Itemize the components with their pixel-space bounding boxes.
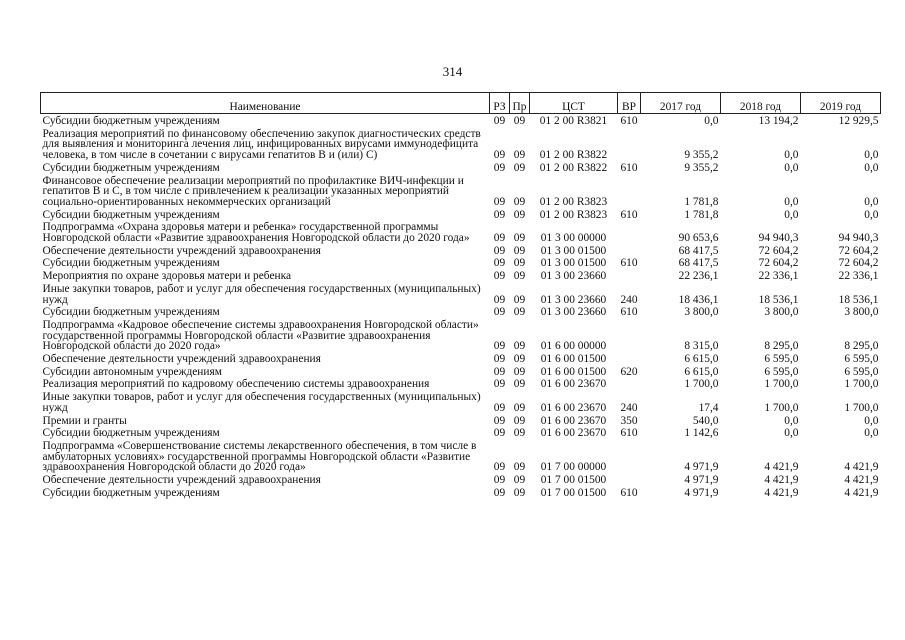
row-name: Подпрограмма «Охрана здоровья матери и ребенка» государственной программы Новгородской области «Развитие здравоохранения Новгородской области до 2020 года» — [42, 221, 470, 245]
row-value-2018: 13 194,2 — [758, 115, 799, 127]
table-row — [41, 390, 881, 413]
row-value-2019: 3 800,0 — [844, 306, 879, 319]
row-cst: 01 7 00 00000 — [540, 461, 607, 474]
row-pr: 09 — [513, 195, 526, 208]
row-name: Обеспечение деятельности учреждений здравоохранения — [42, 474, 321, 487]
row-value-2019: 1 700,0 — [844, 401, 879, 414]
row-value-2018: 4 421,9 — [764, 474, 799, 487]
row-vr: 610 — [620, 115, 638, 127]
row-value-2019: 94 940,3 — [838, 232, 879, 245]
row-value-2019: 0,0 — [864, 427, 879, 440]
row-name: Иные закупки товаров, работ и услуг для обеспечения государственных (муниципальных) нужд — [42, 282, 481, 306]
row-value-2017: 540,0 — [692, 414, 719, 427]
row-rz: 09 — [493, 401, 506, 414]
row-value-2018: 0,0 — [784, 161, 799, 174]
row-rz: 09 — [493, 149, 506, 162]
row-cst: 01 2 00 R3821 — [539, 115, 608, 127]
row-value-2017: 4 971,9 — [684, 461, 719, 474]
budget-table — [40, 92, 881, 499]
header-pr: Пр — [510, 93, 530, 114]
row-vr: 610 — [620, 161, 638, 174]
row-pr: 09 — [513, 353, 526, 366]
row-value-2019: 72 604,2 — [838, 244, 879, 257]
row-value-2018: 6 595,0 — [764, 353, 799, 366]
row-pr: 09 — [513, 232, 526, 245]
row-name: Подпрограмма «Совершенствование системы лекарственного обеспечения, в том числе в амбулаторных условиях» государственной программы Новгородской области «Развитие здравоохранения Новгородской области до 2020 года» — [42, 439, 477, 474]
table-row — [41, 244, 881, 257]
table-row — [41, 114, 881, 127]
row-vr — [618, 377, 641, 390]
row-name: Субсидии бюджетным учреждениям — [42, 306, 220, 319]
row-value-2019: 6 595,0 — [844, 353, 879, 366]
row-value-2019: 0,0 — [864, 414, 879, 427]
header-rz: РЗ — [490, 93, 510, 114]
table-row — [41, 426, 881, 439]
row-value-2019: 4 421,9 — [844, 486, 879, 499]
row-name: Субсидии бюджетным учреждениям — [42, 208, 220, 221]
row-pr: 09 — [513, 427, 526, 440]
row-vr: 610 — [620, 257, 638, 270]
row-value-2017: 4 971,9 — [684, 474, 719, 487]
row-name: Иные закупки товаров, работ и услуг для обеспечения государственных (муниципальных) нужд — [42, 391, 481, 414]
table-row — [41, 127, 881, 161]
row-vr: 610 — [620, 427, 638, 440]
table-row — [41, 439, 881, 473]
row-pr: 09 — [513, 414, 526, 427]
row-value-2017: 68 417,5 — [678, 244, 719, 257]
row-vr: 610 — [620, 486, 638, 499]
table-row — [41, 161, 881, 174]
row-pr: 09 — [513, 161, 526, 174]
row-name: Реализация мероприятий по кадровому обеспечению системы здравоохранения — [42, 378, 430, 391]
row-pr: 09 — [513, 486, 526, 499]
row-value-2017: 17,4 — [698, 401, 719, 414]
row-rz: 09 — [493, 340, 506, 353]
row-value-2017: 8 315,0 — [684, 340, 719, 353]
row-cst: 01 3 00 01500 — [540, 244, 607, 257]
table-row — [41, 220, 881, 243]
row-rz: 09 — [493, 306, 506, 319]
row-value-2019: 72 604,2 — [838, 257, 879, 270]
row-value-2018: 72 604,2 — [758, 257, 799, 270]
row-rz: 09 — [493, 427, 506, 440]
row-rz: 09 — [493, 353, 506, 366]
row-rz: 09 — [493, 365, 506, 378]
row-vr — [618, 127, 641, 161]
row-vr: 350 — [620, 414, 638, 427]
row-value-2018: 0,0 — [784, 427, 799, 440]
row-pr: 09 — [513, 461, 526, 474]
row-value-2018: 0,0 — [784, 195, 799, 208]
header-name: Наименование — [41, 93, 490, 114]
row-value-2018: 1 700,0 — [764, 401, 799, 414]
row-pr: 09 — [513, 244, 526, 257]
row-rz: 09 — [493, 378, 506, 391]
row-cst: 01 2 00 R3823 — [539, 195, 608, 208]
row-value-2018: 0,0 — [784, 208, 799, 221]
row-value-2018: 8 295,0 — [764, 340, 799, 353]
row-name: Премии и гранты — [42, 414, 127, 427]
row-rz: 09 — [493, 257, 506, 270]
row-pr: 09 — [513, 293, 526, 306]
row-cst: 01 3 00 23660 — [540, 293, 607, 306]
row-cst: 01 6 00 01500 — [540, 353, 607, 366]
row-name: Финансовое обеспечение реализации мероприятий по профилактике ВИЧ-инфекции и гепатитов В и С, в том числе с привлечением к реализации указанных мероприятий социально-ориентированных некоммерческих организаций — [42, 174, 464, 208]
row-name: Субсидии бюджетным учреждениям — [42, 161, 220, 174]
row-value-2017: 18 436,1 — [678, 293, 719, 306]
row-vr: 240 — [620, 293, 638, 306]
row-cst: 01 6 00 23670 — [540, 414, 607, 427]
row-rz: 09 — [493, 232, 506, 245]
row-name: Реализация мероприятий по финансовому обеспечению закупок диагностических средств для выявления и мониторинга лечения лиц, инфицированных вирусами иммунодефицита человека, в том числе в сочетании с вирусами гепатитов В и (или) С) — [42, 127, 481, 162]
row-cst: 01 6 00 00000 — [540, 340, 607, 353]
row-rz: 09 — [493, 161, 506, 174]
row-rz: 09 — [493, 474, 506, 487]
row-rz: 09 — [493, 414, 506, 427]
header-2019: 2019 год — [801, 93, 881, 114]
row-vr — [618, 220, 641, 243]
row-pr: 09 — [513, 474, 526, 487]
row-pr: 09 — [513, 378, 526, 391]
table-row — [41, 305, 881, 318]
row-cst: 01 3 00 00000 — [540, 232, 607, 245]
row-name: Обеспечение деятельности учреждений здравоохранения — [42, 353, 321, 366]
row-value-2019: 4 421,9 — [844, 474, 879, 487]
row-pr: 09 — [513, 401, 526, 414]
row-value-2018: 94 940,3 — [758, 232, 799, 245]
row-cst: 01 2 00 R3822 — [539, 161, 608, 174]
row-vr — [618, 318, 641, 352]
row-value-2018: 4 421,9 — [764, 486, 799, 499]
row-name: Субсидии бюджетным учреждениям — [42, 257, 220, 270]
row-value-2017: 1 700,0 — [684, 378, 719, 391]
row-name: Субсидии автономным учреждениям — [42, 365, 222, 378]
page-number: 314 — [442, 64, 463, 79]
table-body — [41, 114, 881, 499]
row-vr: 610 — [620, 306, 638, 319]
row-cst: 01 7 00 01500 — [540, 474, 607, 487]
row-value-2018: 6 595,0 — [764, 365, 799, 378]
row-value-2017: 0,0 — [704, 115, 719, 127]
row-value-2017: 22 236,1 — [678, 270, 719, 283]
row-value-2018: 18 536,1 — [758, 293, 799, 306]
row-rz: 09 — [493, 293, 506, 306]
row-value-2019: 12 929,5 — [838, 115, 879, 127]
row-name: Подпрограмма «Кадровое обеспечение системы здравоохранения Новгородской области» государственной программы Новгородской области «Развитие здравоохранения Новгородской области до 2020 года» — [42, 318, 479, 353]
row-value-2018: 22 336,1 — [758, 270, 799, 283]
row-pr: 09 — [513, 208, 526, 221]
table-row — [41, 269, 881, 282]
row-cst: 01 2 00 R3823 — [539, 208, 608, 221]
row-cst: 01 7 00 01500 — [540, 486, 607, 499]
row-value-2017: 3 800,0 — [684, 306, 719, 319]
row-value-2019: 4 421,9 — [844, 461, 879, 474]
row-value-2018: 0,0 — [784, 414, 799, 427]
row-rz: 09 — [493, 461, 506, 474]
row-value-2019: 22 336,1 — [838, 270, 879, 283]
row-vr: 610 — [620, 208, 638, 221]
table-row — [41, 282, 881, 305]
row-cst: 01 3 00 23660 — [540, 306, 607, 319]
row-rz: 09 — [493, 195, 506, 208]
row-name: Обеспечение деятельности учреждений здравоохранения — [42, 244, 321, 257]
row-pr: 09 — [513, 270, 526, 283]
table-row — [41, 414, 881, 427]
row-value-2017: 6 615,0 — [684, 365, 719, 378]
row-pr: 09 — [513, 306, 526, 319]
row-name: Субсидии бюджетным учреждениям — [42, 486, 220, 499]
row-value-2018: 0,0 — [784, 149, 799, 162]
table-row — [41, 318, 881, 352]
row-value-2017: 1 781,8 — [684, 195, 719, 208]
row-rz: 09 — [493, 115, 506, 127]
row-value-2019: 0,0 — [864, 208, 879, 221]
header-cst: ЦСТ — [530, 93, 618, 114]
row-cst: 01 3 00 01500 — [540, 257, 607, 270]
header-2018: 2018 год — [721, 93, 801, 114]
table-row — [41, 352, 881, 365]
row-value-2018: 1 700,0 — [764, 378, 799, 391]
row-vr: 620 — [620, 365, 638, 378]
row-vr — [618, 439, 641, 473]
row-value-2017: 90 653,6 — [678, 232, 719, 245]
row-value-2017: 1 781,8 — [684, 208, 719, 221]
row-value-2017: 4 971,9 — [684, 486, 719, 499]
row-name: Субсидии бюджетным учреждениям — [42, 115, 220, 127]
row-vr — [618, 174, 641, 208]
table-row — [41, 377, 881, 390]
row-rz: 09 — [493, 270, 506, 283]
row-pr: 09 — [513, 115, 526, 127]
row-value-2018: 72 604,2 — [758, 244, 799, 257]
row-value-2019: 0,0 — [864, 161, 879, 174]
row-value-2017: 9 355,2 — [684, 149, 719, 162]
header-2017: 2017 год — [641, 93, 721, 114]
row-pr: 09 — [513, 149, 526, 162]
table-row — [41, 365, 881, 378]
row-vr — [618, 269, 641, 282]
table-header-row — [41, 93, 881, 114]
row-name: Мероприятия по охране здоровья матери и ребенка — [42, 270, 292, 283]
row-value-2017: 9 355,2 — [684, 161, 719, 174]
row-cst: 01 3 00 23660 — [540, 270, 607, 283]
row-pr: 09 — [513, 257, 526, 270]
row-cst: 01 6 00 23670 — [540, 401, 607, 414]
row-vr — [618, 473, 641, 486]
table-row — [41, 174, 881, 208]
table-row — [41, 208, 881, 221]
row-pr: 09 — [513, 365, 526, 378]
row-vr — [618, 352, 641, 365]
row-rz: 09 — [493, 244, 506, 257]
header-vr: ВР — [618, 93, 641, 114]
row-vr — [618, 244, 641, 257]
row-value-2019: 0,0 — [864, 149, 879, 162]
row-cst: 01 6 00 01500 — [540, 365, 607, 378]
row-value-2019: 8 295,0 — [844, 340, 879, 353]
row-pr: 09 — [513, 340, 526, 353]
row-rz: 09 — [493, 208, 506, 221]
row-cst: 01 6 00 23670 — [540, 427, 607, 440]
row-value-2019: 6 595,0 — [844, 365, 879, 378]
row-value-2019: 0,0 — [864, 195, 879, 208]
row-name: Субсидии бюджетным учреждениям — [42, 427, 220, 440]
row-cst: 01 6 00 23670 — [540, 378, 607, 391]
row-value-2017: 68 417,5 — [678, 257, 719, 270]
table-row — [41, 486, 881, 499]
row-value-2017: 6 615,0 — [684, 353, 719, 366]
row-value-2019: 1 700,0 — [844, 378, 879, 391]
row-value-2018: 4 421,9 — [764, 461, 799, 474]
row-value-2018: 3 800,0 — [764, 306, 799, 319]
table-row — [41, 256, 881, 269]
row-value-2017: 1 142,6 — [684, 427, 719, 440]
table-row — [41, 473, 881, 486]
row-rz: 09 — [493, 486, 506, 499]
row-cst: 01 2 00 R3822 — [539, 149, 608, 162]
row-vr: 240 — [620, 401, 638, 414]
row-value-2019: 18 536,1 — [838, 293, 879, 306]
